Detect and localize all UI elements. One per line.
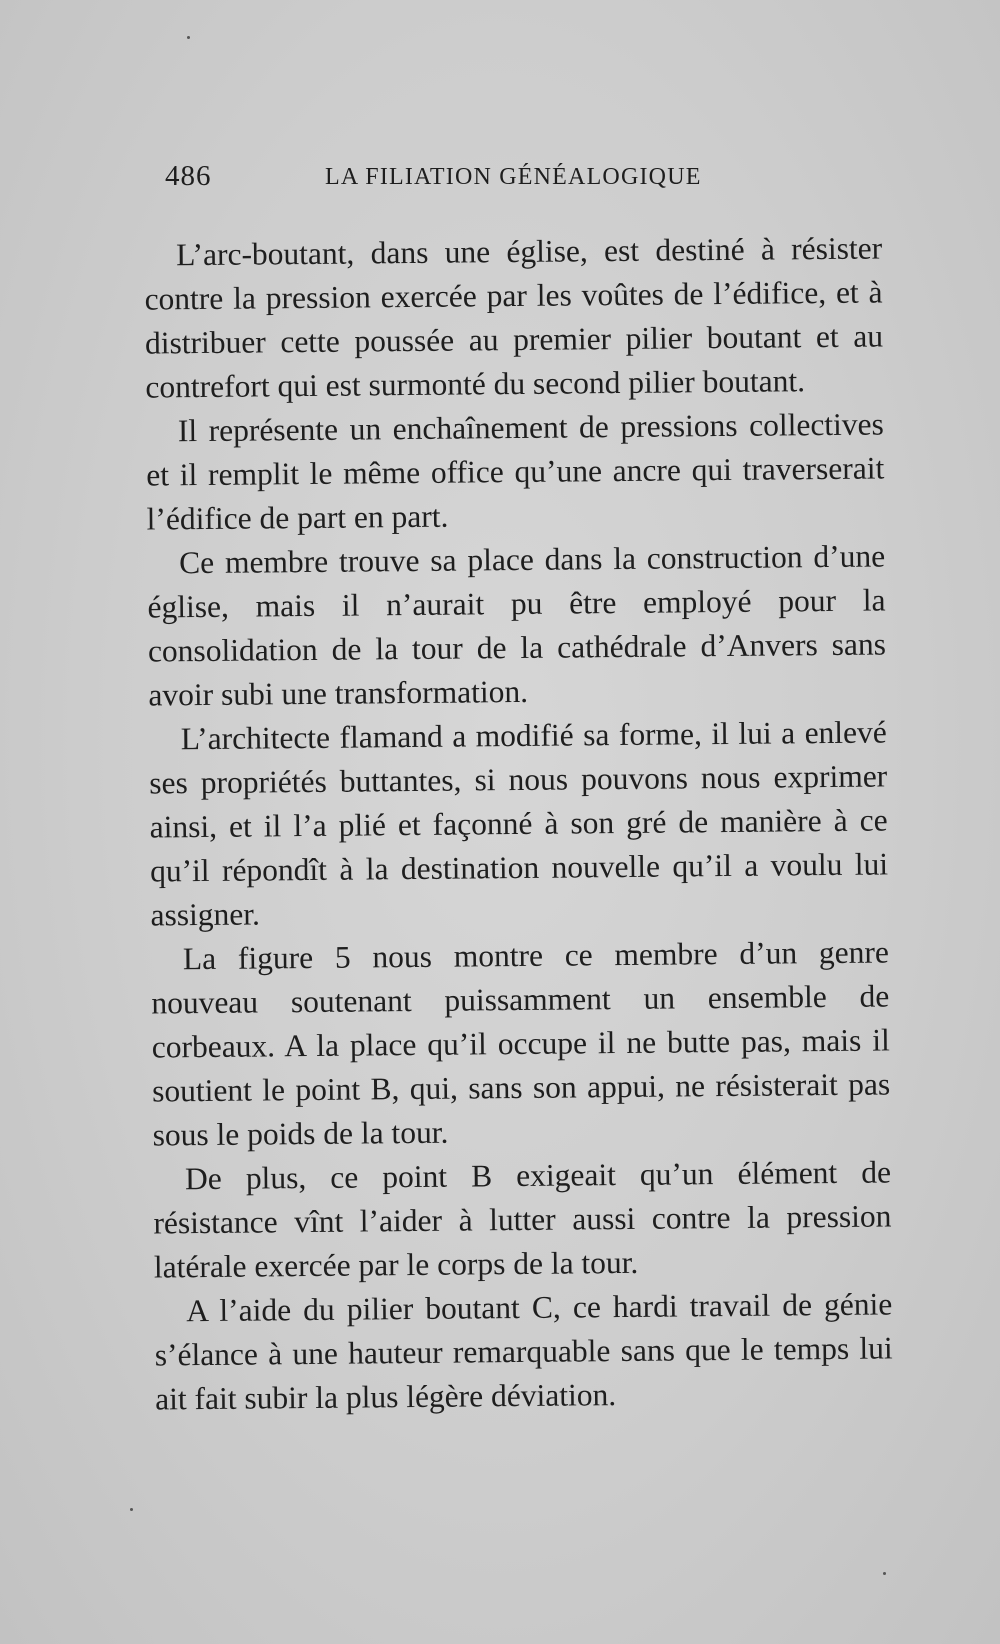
paragraph: A l’aide du pilier boutant C, ce hardi travail de génie s’élance à une hauteur remarquable sans que le temps lui ait fait subir la plus légère déviation. [154, 1286, 893, 1417]
paragraph: De plus, ce point B exigeait qu’un élément de résistance vînt l’aider à lutter aussi contre la pression latérale exercée par le corps de la tour. [153, 1154, 892, 1285]
speck-mark [187, 36, 190, 39]
running-title: LA FILIATION GÉNÉALOGIQUE [325, 164, 702, 190]
paragraph: Ce membre trouve sa place dans la construction d’une église, mais il n’aurait pu être employé pour la consolidation de la tour de la cathédrale d’Anvers sans avoir subi une transformation. [147, 538, 887, 713]
body-text [144, 226, 894, 1493]
paragraph: L’arc-boutant, dans une église, est destiné à résister contre la pression exercée par les voûtes de l’édifice, et à distribuer cette poussée au premier pilier boutant et au contrefort qui est surmonté du second pilier boutant. [144, 230, 884, 405]
speck-mark [130, 1508, 133, 1511]
paragraph: L’architecte flamand a modifié sa forme, il lui a enlevé ses propriétés buttantes, si nous pouvons nous exprimer ainsi, et il l’a plié et façonné à son gré de manière à ce qu’il répondît à la destination nouvelle qu’il a voulu lui assigner. [149, 714, 889, 933]
speck-mark [883, 1572, 886, 1575]
page-header [165, 160, 745, 200]
page-number: 486 [165, 160, 212, 192]
paragraph: Il représente un enchaînement de pressions collectives et il remplit le même office qu’une ancre qui traverserait l’édifice de part en part. [146, 406, 885, 537]
paragraph: La figure 5 nous montre ce membre d’un genre nouveau soutenant puissamment un ensemble de corbeaux. A la place qu’il occupe il ne butte pas, mais il soutient le point B, qui, sans son appui, ne résisterait pas sous le poids de la tour. [151, 934, 891, 1153]
